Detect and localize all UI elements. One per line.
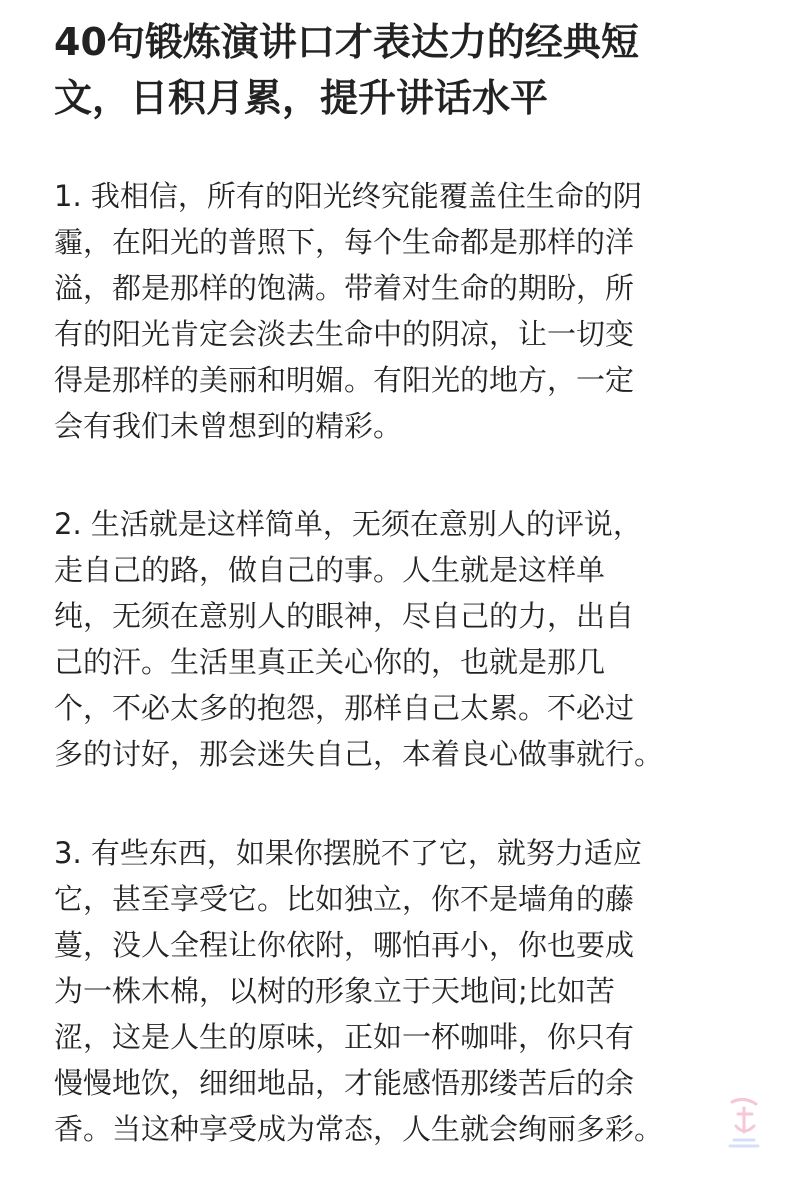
- paragraph-line: 为一株木棉，以树的形象立于天地间;比如苦: [54, 974, 615, 1008]
- paragraph-line: 1. 我相信，所有的阳光终究能覆盖住生命的阴: [54, 179, 642, 213]
- paragraph-line: 慢慢地饮，细细地品，才能感悟那缕苦后的余: [54, 1066, 635, 1100]
- paragraph-2: [54, 501, 774, 777]
- paragraph-line: 涩，这是人生的原味，正如一杯咖啡，你只有: [54, 1020, 635, 1054]
- paragraph-line: 走自己的路，做自己的事。人生就是这样单: [54, 553, 606, 587]
- paragraph-line: 2. 生活就是这样简单，无须在意别人的评说，: [54, 507, 642, 541]
- paragraph-line: 溢，都是那样的饱满。带着对生命的期盼，所: [54, 271, 635, 305]
- paragraph-line: 个，不必太多的抱怨，那样自己太累。不必过: [54, 691, 635, 725]
- paragraph-line: 己的汗。生活里真正关心你的，也就是那几: [54, 645, 606, 679]
- title-line: 40句锻炼演讲口才表达力的经典短: [54, 20, 639, 64]
- paragraph-line: 香。当这种享受成为常态，人生就会绚丽多彩。: [54, 1112, 664, 1146]
- paragraph-3: [54, 830, 774, 1152]
- paragraph-line: 多的讨好，那会迷失自己，本着良心做事就行。: [54, 737, 664, 771]
- article-title: [54, 14, 754, 126]
- title-line: 文，日积月累，提升讲话水平: [54, 76, 549, 120]
- paragraph-1: [54, 173, 774, 449]
- watermark-icon: [724, 1092, 764, 1150]
- paragraph-line: 3. 有些东西，如果你摆脱不了它，就努力适应: [54, 836, 642, 870]
- paragraph-line: 它，甚至享受它。比如独立，你不是墙角的藤: [54, 882, 635, 916]
- paragraph-line: 得是那样的美丽和明媚。有阳光的地方，一定: [54, 363, 635, 397]
- paragraph-line: 蔓，没人全程让你依附，哪怕再小，你也要成: [54, 928, 635, 962]
- paragraph-line: 纯，无须在意别人的眼神，尽自己的力，出自: [54, 599, 635, 633]
- paragraph-line: 会有我们未曾想到的精彩。: [54, 409, 403, 443]
- paragraph-line: 有的阳光肯定会淡去生命中的阴凉，让一切变: [54, 317, 635, 351]
- paragraph-line: 霾，在阳光的普照下，每个生命都是那样的洋: [54, 225, 635, 259]
